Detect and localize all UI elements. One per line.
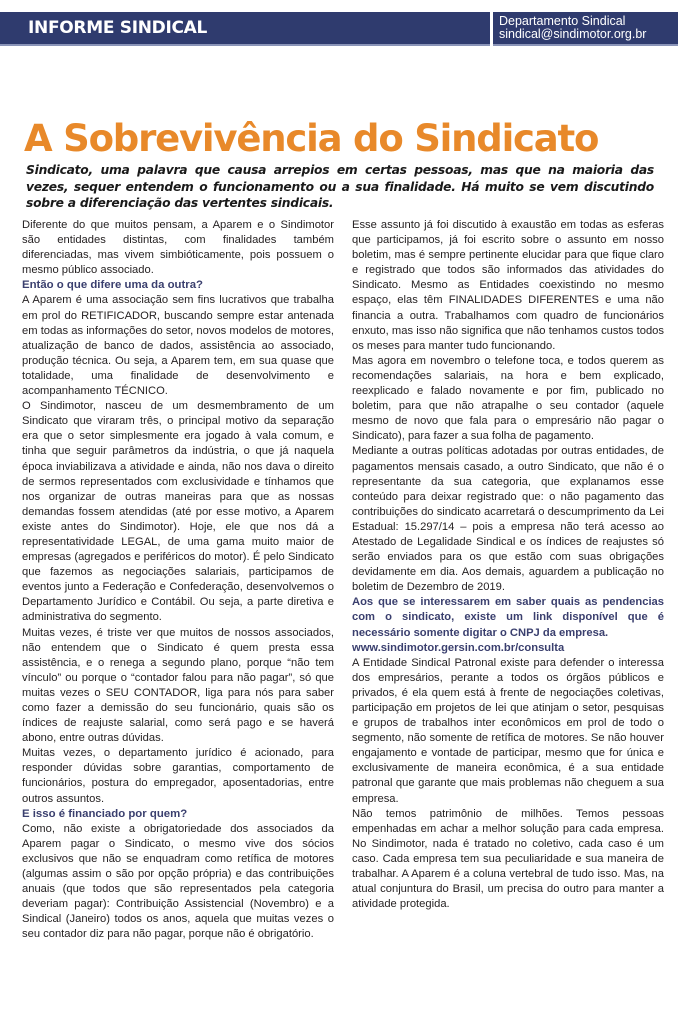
paragraph: Esse assunto já foi discutido à exaustão em todas as esferas que participamos, já foi escrito sobre o assunto em nosso boletim, mas é sempre pertinente elucidar para que fique claro e registrado que todos são informados das atividades do Sindicato. Mesmo as Entidades coexistindo no mesmo espaço, elas têm FINALIDADES DIFERENTES e uma não financia a outra. Trabalhamos com quadro de funcionários enxuto, mas isso não significa que não tenhamos custos todos os meses para manter tudo funcionando. <box>352 219 664 352</box>
consulta-link[interactable]: www.sindimotor.gersin.com.br/consulta <box>352 641 565 654</box>
paragraph: Mediante a outras políticas adotadas por outras entidades, de pagamentos mensais casado, a outro Sindicato, que não é o representante da sua categoria, que explanamos esse conteúdo para deixar registrado que: o não pagamento das contribuições do sindicato acarretará o descumprimento da Lei Estadual: 15.297/14 – pois a empresa não terá acesso ao Atestado de Legalidade Sindical e os índices de reajustes só serão enviados para os que estão com suas obrigações devidamente em dia. Aos demais, aguardem a publicação no boletim de Dezembro de 2019. <box>352 445 664 594</box>
department-name: Departamento Sindical <box>499 14 626 28</box>
article-lede: Sindicato, uma palavra que causa arrepios em certas pessoas, mas que na maioria das vezes, sequer entendem o funcionamento ou a sua finalidade. Há muito se vem discutindo sobre a diferenciação das vertentes sindicais. <box>26 163 654 211</box>
highlight-notice: Aos que se interessarem em saber quais as pendencias com o sindicato, existe um link disponível que é necessário somente digitar o CNPJ da empresa. <box>352 596 664 639</box>
masthead-section-bar <box>0 12 490 46</box>
paragraph: O Sindimotor, nasceu de um desmembramento de um Sindicato que viraram três, o principal motivo da separação era que o setor simplesmente era jogado à vala comum, e tinha que seguir parâmetros da indústria, o que já naquela época inviabilizava a atividade e ainda, não nos dava o direito de sermos representados com exclusividade e tínhamos que nos organizar de outras maneiras para que as nossas demandas fossem atendidas (até por esse motivo, a Aparem existe antes do Sindimotor). Hoje, ele que nos dá a representatividade LEGAL, de uma gama muito maior de empresas (agregados e periféricos do motor). É pelo Sindicato que fazemos as negociações salariais, participamos de eventos junto a Federação e Confederação, desenvolvemos o Departamento Jurídico e Contábil. Ou seja, a parte diretiva e administrativa do segmento. <box>22 400 334 624</box>
paragraph: Diferente do que muitos pensam, a Aparem e o Sindimotor são entidades distintas, com finalidades também diferenciadas, mas vivem simbióticamente, pois possuem o mesmo público associado. <box>22 219 334 277</box>
article-right-column <box>352 218 664 912</box>
contact-email: sindical@sindimotor.org.br <box>499 27 647 41</box>
masthead <box>0 12 678 46</box>
subheading-financing: E isso é financiado por quem? <box>22 807 188 820</box>
paragraph: A Aparem é uma associação sem fins lucrativos que trabalha em prol do RETIFICADOR, buscando sempre estar antenada em todas as informações do setor, novos modelos de motores, atualização de banco de dados, assistência ao associado, produção técnica. Ou seja, a Aparem tem, em sua quase que totalidade, uma finalidade de desenvolvimento e acompanhamento TÉCNICO. <box>22 294 334 398</box>
paragraph: Não temos patrimônio de milhões. Temos pessoas empenhadas em achar a melhor solução para cada empresa. No Sindimotor, nada é tratado no coletivo, cada caso é um caso. Cada empresa tem sua peculiaridade e sua maneira de trabalhar. A Aparem é a coluna vertebral de tudo isso. Mas, na atual conjuntura do Brasil, um precisa do outro para manter a atividade protegida. <box>352 807 664 911</box>
paragraph: A Entidade Sindical Patronal existe para defender o interessa dos empresários, perante a todos os órgãos públicos e privados, é ela quem está à frente de negociações coletivas, participação em projetos de lei que atinjam o setor, pesquisas e grupos de trabalhos inter econômicos em prol de todo o segmento, não somente de retífica de motores. Se não houver engajamento e vontade de participar, mesmo que for única e exclusivamente de maneira econômica, é a sua entidade patronal que garante que mais problemas não cheguem a sua empresa. <box>352 656 664 805</box>
section-title: INFORME SINDICAL <box>28 18 208 38</box>
article-left-column <box>22 218 334 943</box>
article-headline: A Sobrevivência do Sindicato <box>24 116 599 160</box>
paragraph: Como, não existe a obrigatoriedade dos associados da Aparem pagar o Sindicato, o mesmo vive dos sócios exclusivos que não se enquadram como retífica de motores (algumas assim o são por opção própria) e das contribuições anuais (que todos que são representados pela categoria deveriam pagar): Contribuição Assistencial (Novembro) e a Sindical (Janeiro) todos os anos, aquela que muitas vezes o seu contador diz para não pagar, porque não é obrigatório. <box>22 822 334 941</box>
paragraph: Muitas vezes, é triste ver que muitos de nossos associados, não entendem que o Sindicato é quem presta essa assistência, e o renega a segundo plano, porque “não tem vínculo” ou porque o “contador falou para não pagar”, só que muitas vezes o SEU CONTADOR, liga para nós para saber como fazer a demissão do seu funcionário, quais são os índices de reajuste salarial, como será pago e se haverá abono, entre outras dúvidas. <box>22 626 334 745</box>
paragraph: Muitas vezes, o departamento jurídico é acionado, para responder dúvidas sobre garantias, comportamento de funcionários, postura do empregador, aposentadorias, entre outros assuntos. <box>22 747 334 805</box>
subheading-difference: Então o que difere uma da outra? <box>22 279 204 292</box>
masthead-contact-box <box>493 12 678 46</box>
paragraph: Mas agora em novembro o telefone toca, e todos querem as recomendações salariais, na hora e bem explicado, reexplicado e falado novamente e por fim, publicado no boletim, para que não atrapalhe o seu contador (aquele mesmo de novo que fala para o empresário não pagar o Sindicato), para fazer a sua folha de pagamento. <box>352 354 664 443</box>
